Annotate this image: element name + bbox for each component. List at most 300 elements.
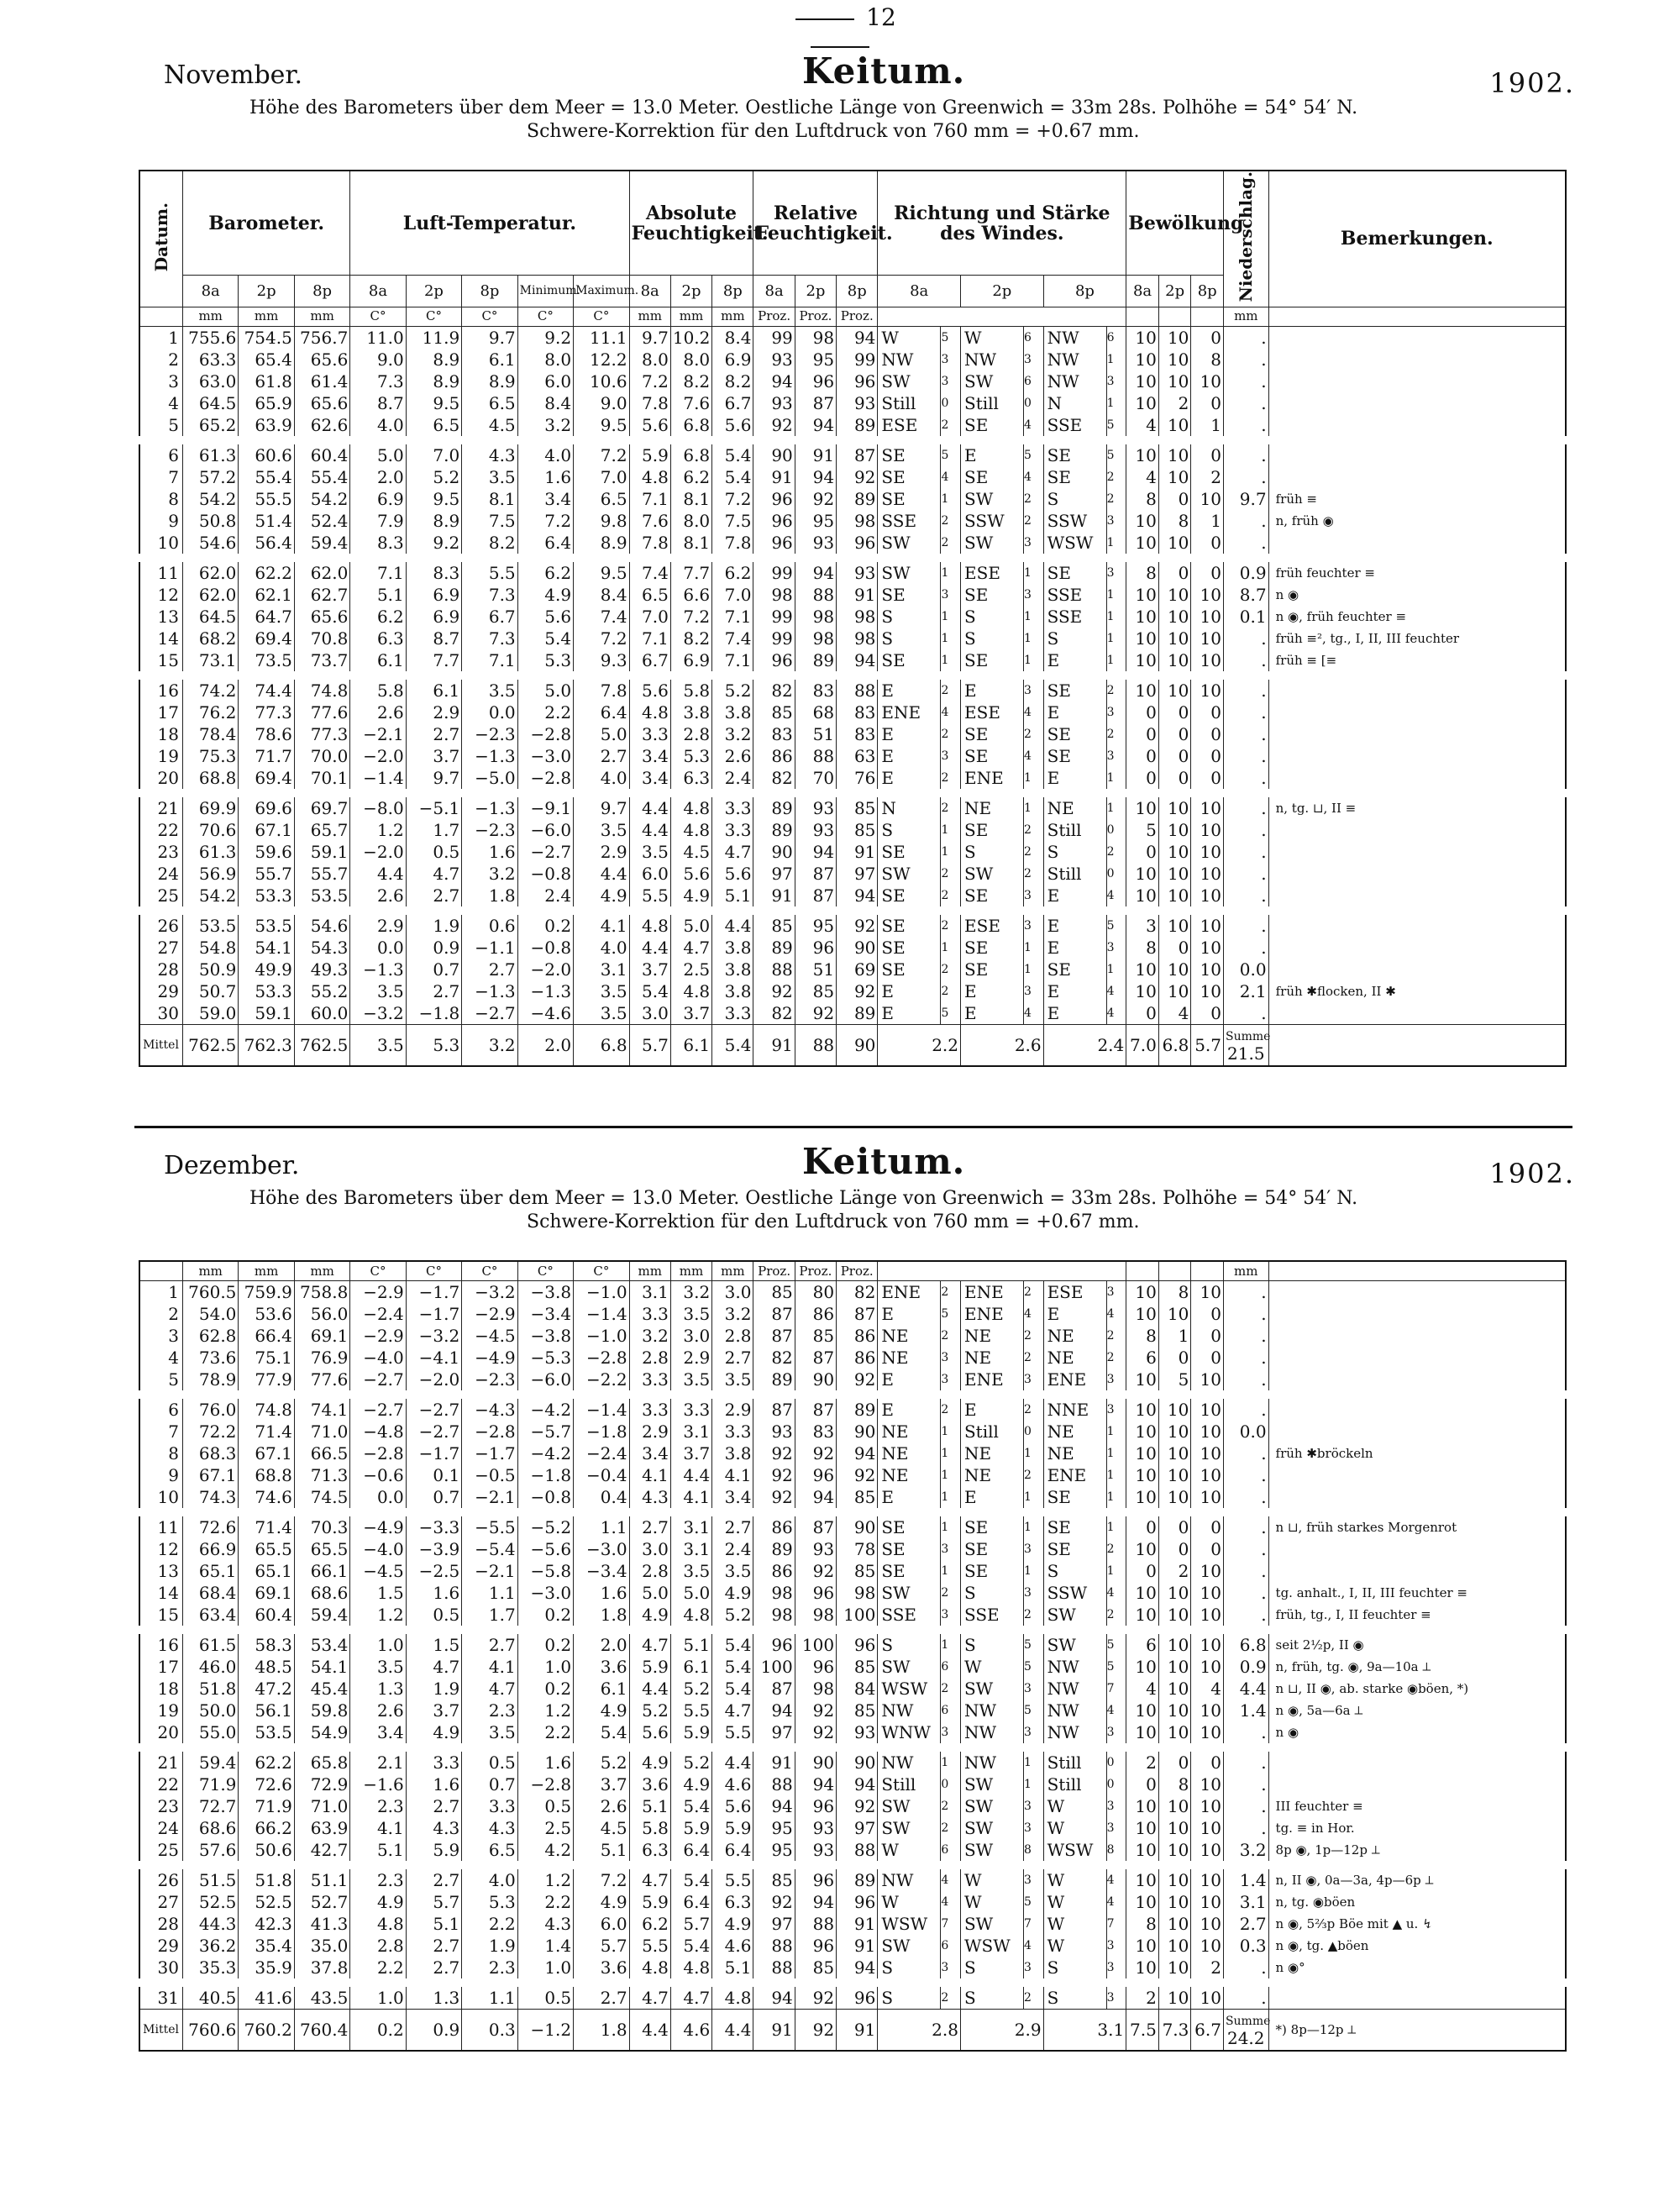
cell: 57.6 [182,1839,238,1865]
cell: 73.7 [294,649,349,675]
cell: SE [878,911,941,937]
cell: SSE [1043,606,1106,628]
cell: 89 [753,937,795,959]
cell: 1 [1106,767,1126,793]
cell: 65.7 [294,819,349,841]
cell: 92 [795,1721,836,1747]
unit-label: C° [462,1261,517,1281]
cell: 10 [1191,1865,1224,1891]
cell: 93 [795,532,836,558]
cell: 3.8 [712,937,753,959]
cell: 7 [139,1421,182,1442]
month-header [139,44,1575,170]
cell: 2.8 [712,1325,753,1347]
cell: 87 [795,392,836,414]
mean-wind-strength: 2.8 [878,2010,961,2052]
cell: 21 [139,1747,182,1773]
cell: 66.2 [239,1817,294,1839]
cell: 96 [795,370,836,392]
cell: 5.6 [629,675,670,702]
cell: 75.3 [182,745,238,767]
cell: 2 [941,767,961,793]
cell: 1 [1024,606,1044,628]
cell: 5.4 [629,980,670,1002]
cell: 82 [753,1002,795,1025]
cell: 90 [837,1421,878,1442]
cell: 10 [1126,1395,1159,1421]
cell: 4 [1024,702,1044,723]
cell: 93 [837,1721,878,1747]
cell: 2.3 [350,1795,406,1817]
cell: 3 [1024,1957,1044,1983]
cell: . [1224,440,1269,466]
cell: 65.1 [239,1560,294,1582]
cell: 5.7 [670,1913,711,1935]
cell: 22 [139,819,182,841]
cell: 3 [139,370,182,392]
cell: 76.2 [182,702,238,723]
cell: 10 [1158,349,1191,370]
cell: 12 [139,584,182,606]
mean-row [139,1024,1566,1066]
cell: S [961,841,1024,863]
cell: NE [1043,1325,1106,1347]
cell: 96 [837,532,878,558]
cell: 2 [1024,1604,1044,1630]
cell: 10 [1126,980,1159,1002]
cell: 68 [795,702,836,723]
cell: 10 [1158,606,1191,628]
cell: 2.7 [406,885,461,911]
table-row [139,723,1566,745]
mean-value: 762.5 [294,1024,349,1066]
cell: 755.6 [182,326,238,349]
cell: 8.4 [574,584,629,606]
cell: 3.5 [629,841,670,863]
cell: WSW [1043,1839,1106,1865]
cell: 14 [139,1582,182,1604]
cell: −2.7 [350,1369,406,1395]
cell: −2.9 [462,1303,517,1325]
cell: SW [878,1656,941,1678]
cell: 99 [753,558,795,584]
cell: −6.0 [517,819,573,841]
cell: . [1224,628,1269,649]
cell: 93 [795,1817,836,1839]
cell: 72.6 [239,1773,294,1795]
cell: 2.9 [406,702,461,723]
cell: 2 [941,1795,961,1817]
cell: . [1223,1957,1268,1983]
cell: 42.7 [294,1839,349,1865]
cell: 5.2 [629,1700,670,1721]
subheader-t8p: 8p [837,276,878,307]
cell: WSW [878,1913,941,1935]
cell: 94 [795,466,836,488]
month-title: Dezember. [164,1151,300,1180]
table-row [139,1395,1566,1421]
cell: 94 [837,1957,878,1983]
cell: 2 [1024,841,1044,863]
cell: 87 [795,1395,836,1421]
cell: 5.6 [712,1795,753,1817]
cell: 72.9 [294,1773,349,1795]
cell: 10 [1158,1464,1191,1486]
cell: . [1224,675,1269,702]
subheader-cloud-8p: 8p [1191,276,1224,307]
cell: 65.6 [294,349,349,370]
cell: 0 [1191,702,1224,723]
cell: 10 [1126,675,1159,702]
cell: ESE [878,414,941,440]
cell: 0.7 [406,1486,461,1512]
cell: 4.9 [629,1604,670,1630]
cell: 5.5 [629,885,670,911]
cell: −2.3 [462,723,517,745]
cell: 58.3 [239,1630,294,1656]
cell: 2.7 [1223,1913,1268,1935]
cell: 78.6 [239,723,294,745]
cell: 6.7 [629,649,670,675]
cell: 6.4 [670,1839,711,1865]
cell: 4.8 [629,911,670,937]
cell: 5.8 [350,675,406,702]
cell: 12.2 [574,349,629,370]
cell: SW [878,1795,941,1817]
cell: E [878,745,941,767]
cell: 5.1 [350,1839,406,1865]
cell: . [1224,1002,1269,1025]
header-cloud-cover: Bewölkung [1126,171,1224,276]
cell: 0 [1158,1538,1191,1560]
cell: 9.5 [406,488,461,510]
cell: 5.9 [629,1656,670,1678]
cell: 7 [941,1913,961,1935]
page-number: 12 [756,3,924,59]
cell: W [878,326,941,349]
cell: 73.1 [182,649,238,675]
header-datum: Datum. [150,202,171,271]
cell: 3 [941,584,961,606]
cell: 35.0 [294,1935,349,1957]
cell: 51 [795,959,836,980]
cell: NE [1043,1347,1106,1369]
cell: 10 [1191,1700,1224,1721]
cell: 3 [1024,885,1044,911]
cell: n ◉, 5a—6a ⟂ [1268,1700,1566,1721]
cell: −1.4 [350,767,406,793]
cell: 5.8 [670,675,711,702]
cell: 5.4 [574,1721,629,1747]
cell: S [1043,1560,1106,1582]
cell: 74.5 [294,1486,349,1512]
cell: seit 2½p, II ◉ [1268,1630,1566,1656]
cell: 3 [941,1604,961,1630]
mean-value: 4.6 [670,2010,711,2052]
cell: 8 [1126,1325,1159,1347]
cell: . [1224,841,1269,863]
cell: 1 [1024,1560,1044,1582]
cell: 3.3 [462,1795,517,1817]
cell: NE [1043,1421,1106,1442]
cell: 3.3 [670,1395,711,1421]
cell: 1.4 [1223,1865,1268,1891]
cell: E [1043,980,1106,1002]
cell: 11.1 [574,326,629,349]
cell: 10 [1158,980,1191,1002]
header-wind: Richtung und Stärke des Windes. [878,171,1126,276]
cell: 4.8 [350,1913,406,1935]
cell: 10 [1191,1421,1224,1442]
table-row [139,1913,1566,1935]
cell: 54.3 [294,937,349,959]
cell: 10 [1191,1839,1224,1865]
subheader-t8p: 8p [294,276,349,307]
cell: 52.4 [294,510,349,532]
cell: 69.9 [182,793,238,819]
cell: SE [961,584,1024,606]
cell: 5.6 [712,863,753,885]
cell: . [1223,1486,1268,1512]
cell: 0.1 [1224,606,1269,628]
cell: W [1043,1891,1106,1913]
cell: 2 [941,959,961,980]
cell: 5.0 [574,723,629,745]
cell: SE [1043,466,1106,488]
month-block-november [139,44,1575,1067]
cell: 5 [941,1002,961,1025]
cell: −1.3 [350,959,406,980]
cell: SE [1043,1486,1106,1512]
cell: E [960,1486,1023,1512]
cell: 6.5 [462,392,517,414]
cell: 4.7 [406,863,461,885]
cell: . [1224,349,1269,370]
cell: 1.6 [406,1773,461,1795]
cell: 62.2 [239,558,294,584]
cell: 2 [1024,1325,1044,1347]
cell: SE [960,1560,1023,1582]
cell: 8 [1158,510,1191,532]
cell: 94 [837,1442,878,1464]
cell: 8 [1126,488,1159,510]
cell: 10 [1126,1795,1159,1817]
cell: 92 [795,488,836,510]
cell: 10 [1126,370,1159,392]
cell: 10 [1191,370,1224,392]
cell: 5.1 [670,1630,711,1656]
cell: Still [1043,819,1106,841]
cell: 55.4 [239,466,294,488]
cell: 3.8 [712,959,753,980]
cell: ESE [961,558,1024,584]
cell: SSE [1043,584,1106,606]
cell: Still [1043,1747,1106,1773]
cell: 5.6 [517,606,573,628]
cell: 9.5 [574,558,629,584]
cell: 3.7 [670,1002,711,1025]
cell: 2 [1106,723,1126,745]
cell: 4 [1024,466,1044,488]
cell: 1 [1024,1512,1044,1538]
cell: früh ≡², tg., I, II, III feuchter [1268,628,1566,649]
cell: 5.1 [574,1839,629,1865]
cell: 4 [1126,1678,1159,1700]
cell [1268,675,1566,702]
table-row [139,628,1566,649]
cell: −1.8 [517,1464,573,1486]
cell: 47.2 [239,1678,294,1700]
cell [1268,392,1566,414]
cell: 63.3 [182,349,238,370]
sum-label: Summe [1225,2015,1271,2028]
cell: 8.7 [1224,584,1269,606]
cell: W [961,326,1024,349]
cell: 0 [1191,1512,1224,1538]
cell: 7.3 [350,370,406,392]
cell: 18 [139,723,182,745]
cell: E [878,1486,941,1512]
cell: 8.0 [670,349,711,370]
cell: 99 [753,326,795,349]
cell: 93 [753,1421,795,1442]
cell: NW [1043,326,1106,349]
cell: NE [878,1464,941,1486]
cell: 4.3 [629,1486,670,1512]
unit-label: C° [517,307,573,326]
cell: 2.2 [350,1957,406,1983]
cell: 68.8 [239,1464,294,1486]
unit-label: Proz. [837,307,878,326]
cell: 1 [1191,414,1224,440]
cell: NE [1043,1442,1106,1464]
table-row [139,326,1566,349]
cell: 2.0 [574,1630,629,1656]
cell: 5.4 [712,1656,753,1678]
cell: 6.3 [670,767,711,793]
cell: 1.6 [406,1582,461,1604]
cell: 98 [753,1604,795,1630]
cell: SSE [960,1604,1023,1630]
cell: . [1224,392,1269,414]
cell: 41.3 [294,1913,349,1935]
cell: 10 [1126,392,1159,414]
cell: 3 [1106,1795,1126,1817]
table-row [139,767,1566,793]
cell: 85 [753,702,795,723]
cell: 56.4 [239,532,294,558]
cell: 89 [753,819,795,841]
cell: 4.9 [712,1913,753,1935]
table-row [139,392,1566,414]
weather-table [139,170,1567,1067]
cell: 6.4 [574,702,629,723]
cell: 2 [941,414,961,440]
cell: WSW [1043,532,1106,558]
cell: 3 [1106,1817,1126,1839]
cell: . [1223,1795,1268,1817]
cell: 3.1 [629,1281,670,1304]
cell: 26 [139,1865,182,1891]
table-row [139,1795,1566,1817]
cell: 0.2 [517,1678,573,1700]
cell: 7.0 [629,606,670,628]
cell: 0.5 [406,1604,461,1630]
cell: SW [960,1839,1023,1865]
cell: 1 [1106,959,1126,980]
cell: 8.0 [670,510,711,532]
cell: . [1224,370,1269,392]
cell [1268,326,1566,349]
cell: 3.7 [574,1773,629,1795]
cell: 16 [139,675,182,702]
cell: 6.2 [350,606,406,628]
cell [1268,863,1566,885]
cell: 96 [837,1983,878,2010]
cell: 7.9 [350,510,406,532]
cell: 0 [1158,1512,1191,1538]
table-row [139,488,1566,510]
header-remarks: Bemerkungen. [1268,171,1566,307]
cell: 5 [1024,1891,1044,1913]
cell: 1.5 [350,1582,406,1604]
cell: 759.9 [239,1281,294,1304]
cell: 6.0 [629,863,670,885]
cell: 11 [139,1512,182,1538]
cell: −4.2 [517,1442,573,1464]
cell: 10 [1126,1369,1159,1395]
cell: 9.7 [629,326,670,349]
cell: −4.2 [517,1395,573,1421]
cell: 0 [1191,558,1224,584]
cell: 3.8 [670,702,711,723]
cell: 10 [1126,1935,1159,1957]
cell: −4.6 [517,1002,573,1025]
cell [1268,911,1566,937]
subheader-t8p: 8p [462,276,517,307]
cell: 76 [837,767,878,793]
cell: 91 [837,841,878,863]
mean-value: 3.2 [462,1024,517,1066]
cell: E [1043,937,1106,959]
cell: 10 [1158,1303,1191,1325]
cell: −1.6 [350,1773,406,1795]
header-precipitation: Niederschlag. [1236,171,1257,302]
cell: 1 [941,1442,961,1464]
cell: 96 [753,532,795,558]
cell: ESE [961,911,1024,937]
cell: 92 [753,1486,795,1512]
cell: W [960,1865,1023,1891]
cell: 92 [837,466,878,488]
cell: −2.7 [517,841,573,863]
cell: SW [1043,1604,1106,1630]
cell: S [961,628,1024,649]
cell: 2.6 [350,1700,406,1721]
cell: 0 [1191,745,1224,767]
table-row [139,1002,1566,1025]
cell: 52.5 [239,1891,294,1913]
cell: 0 [1191,767,1224,793]
cell: −4.5 [462,1325,517,1347]
cell: ENE [960,1369,1023,1395]
mean-value: 6.8 [574,1024,629,1066]
cell: 4.7 [712,1700,753,1721]
cell: 0 [1191,1747,1224,1773]
cell: 7.2 [517,510,573,532]
cell: −1.7 [462,1442,517,1464]
cell: 4 [1024,1935,1044,1957]
